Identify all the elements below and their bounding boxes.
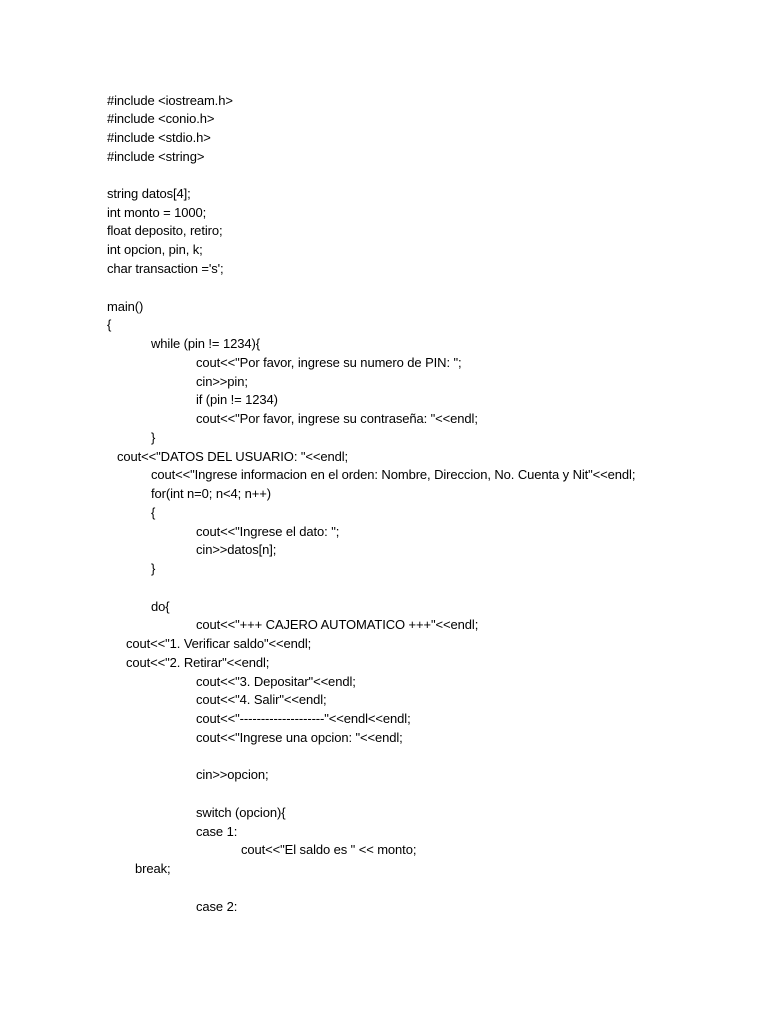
code-line: #include <stdio.h> bbox=[107, 130, 211, 145]
code-line: cin>>pin; bbox=[196, 374, 248, 389]
code-line: cout<<"+++ CAJERO AUTOMATICO +++"<<endl; bbox=[196, 617, 479, 632]
code-line: do{ bbox=[151, 599, 170, 614]
code-line: #include <iostream.h> bbox=[107, 93, 233, 108]
code-line: while (pin != 1234){ bbox=[151, 336, 260, 351]
code-line: } bbox=[151, 430, 156, 445]
code-line: { bbox=[151, 505, 156, 520]
code-line: cout<<"3. Depositar"<<endl; bbox=[196, 674, 356, 689]
code-line: break; bbox=[135, 861, 171, 876]
code-line: cout<<"4. Salir"<<endl; bbox=[196, 692, 327, 707]
code-line: case 2: bbox=[196, 899, 238, 914]
code-line: } bbox=[151, 561, 156, 576]
code-line: cout<<"Ingrese informacion en el orden: Nombre, Direccion, No. Cuenta y Nit"<<endl; bbox=[151, 467, 636, 482]
code-line: cout<<"Ingrese una opcion: "<<endl; bbox=[196, 730, 403, 745]
code-line: if (pin != 1234) bbox=[196, 392, 278, 407]
code-line: int monto = 1000; bbox=[107, 205, 207, 220]
code-line: cout<<"Por favor, ingrese su numero de PIN: "; bbox=[196, 355, 462, 370]
code-line: char transaction ='s'; bbox=[107, 261, 224, 276]
code-line: #include <conio.h> bbox=[107, 111, 215, 126]
code-line: #include <string> bbox=[107, 149, 205, 164]
code-line: for(int n=0; n<4; n++) bbox=[151, 486, 271, 501]
code-line: string datos[4]; bbox=[107, 186, 191, 201]
code-line: cout<<"--------------------"<<endl<<endl; bbox=[196, 711, 411, 726]
code-line: case 1: bbox=[196, 824, 238, 839]
code-line: cout<<"1. Verificar saldo"<<endl; bbox=[126, 636, 312, 651]
code-line: float deposito, retiro; bbox=[107, 223, 223, 238]
code-line: cout<<"Ingrese el dato: "; bbox=[196, 524, 340, 539]
code-line: cout<<"2. Retirar"<<endl; bbox=[126, 655, 270, 670]
code-line: cout<<"DATOS DEL USUARIO: "<<endl; bbox=[117, 449, 349, 464]
code-line: cout<<"El saldo es " << monto; bbox=[241, 842, 417, 857]
code-line: cin>>opcion; bbox=[196, 767, 269, 782]
code-line: switch (opcion){ bbox=[196, 805, 286, 820]
code-line: cout<<"Por favor, ingrese su contraseña: "<<endl; bbox=[196, 411, 478, 426]
code-line: main() bbox=[107, 299, 144, 314]
code-line: cin>>datos[n]; bbox=[196, 542, 277, 557]
code-line: { bbox=[107, 317, 112, 332]
code-line: int opcion, pin, k; bbox=[107, 242, 203, 257]
